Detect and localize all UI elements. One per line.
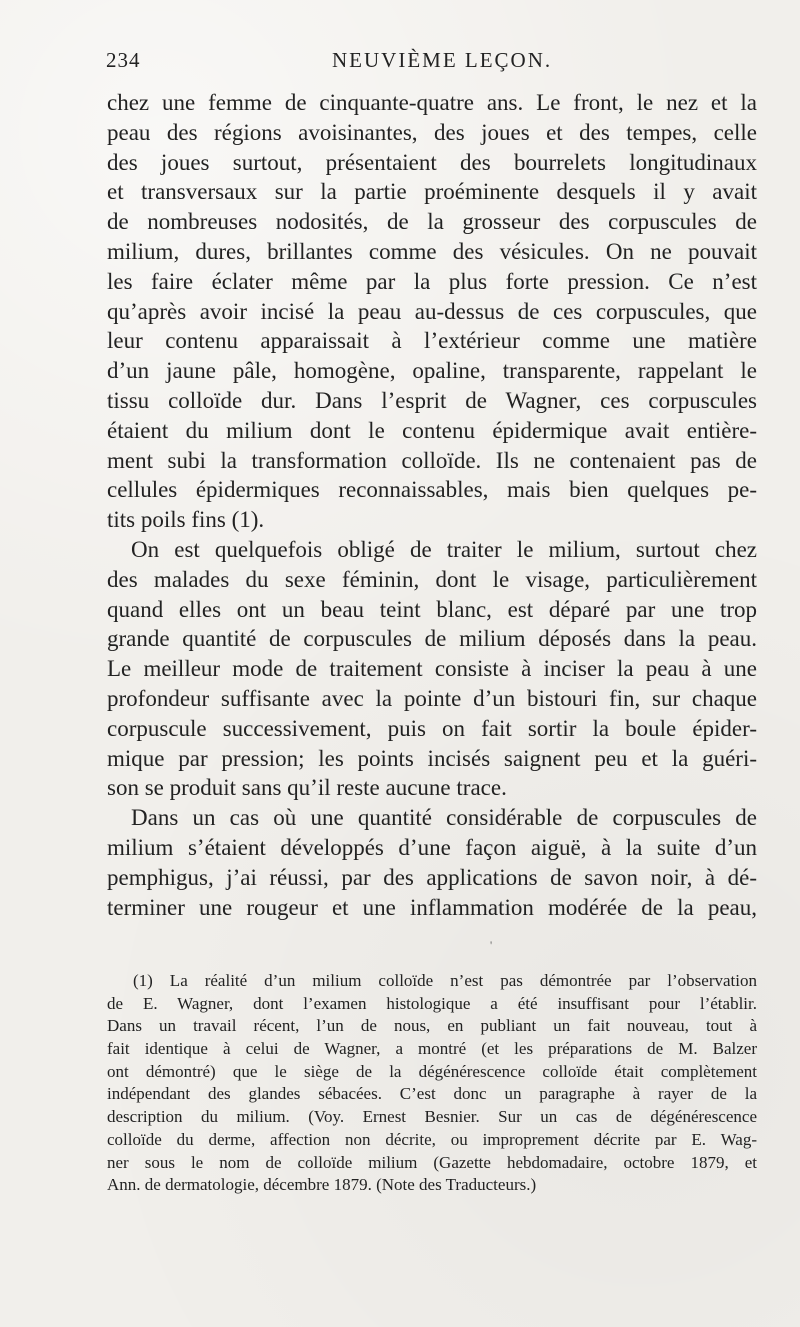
text-line: pemphigus, j’ai réussi, par des applications de savon noir, à dé- xyxy=(107,864,757,890)
text-line: peau des régions avoisinantes, des joues et des tempes, celle xyxy=(107,119,757,145)
footnote-line: colloïde du derme, affection non décrite, ou improprement décrite par E. Wag- xyxy=(107,1129,757,1149)
print-mark: ' xyxy=(490,938,493,952)
running-head: NEUVIÈME LEÇON. xyxy=(332,48,553,72)
text-line: Dans un cas où une quantité considérable de corpuscules de xyxy=(131,805,757,831)
text-line: corpuscule successivement, puis on fait sortir la boule épider- xyxy=(107,715,757,741)
text-line: tissu colloïde dur. Dans l’esprit de Wagner, ces corpuscules xyxy=(107,387,757,413)
text-line: tits poils fins (1). xyxy=(107,507,265,533)
text-line: milium, dures, brillantes comme des vésicules. On ne pouvait xyxy=(107,238,757,264)
text-line: On est quelquefois obligé de traiter le milium, surtout chez xyxy=(131,536,757,562)
footnote-line: fait identique à celui de Wagner, a montré (et les préparations de M. Balzer xyxy=(107,1039,757,1059)
footnote-line: description du milium. (Voy. Ernest Besnier. Sur un cas de dégénérescence xyxy=(107,1107,757,1127)
text-line: les faire éclater même par la plus forte pression. Ce n’est xyxy=(107,268,757,294)
text-line: milium s’étaient développés d’une façon aiguë, à la suite d’un xyxy=(107,834,757,860)
footnote-line: ont démontré) que le siège de la dégénérescence colloïde était complètement xyxy=(107,1061,757,1081)
text-line: des malades du sexe féminin, dont le visage, particulièrement xyxy=(107,566,757,592)
text-line: des joues surtout, présentaient des bourrelets longitudinaux xyxy=(107,149,757,175)
text-line: profondeur suffisante avec la pointe d’un bistouri fin, sur chaque xyxy=(107,685,757,711)
footnote-line: ner sous le nom de colloïde milium (Gazette hebdomadaire, octobre 1879, et xyxy=(107,1152,757,1172)
footnote-line: (1) La réalité d’un milium colloïde n’est pas démontrée par l’observation xyxy=(133,971,757,990)
text-line: quand elles ont un beau teint blanc, est déparé par une trop xyxy=(107,596,757,622)
text-line: de nombreuses nodosités, de la grosseur des corpuscules de xyxy=(107,209,757,235)
footnote-line: Dans un travail récent, l’un de nous, en publiant un fait nouveau, tout à xyxy=(107,1016,757,1036)
footnote-line: de E. Wagner, dont l’examen histologique a été insuffisant pour l’établir. xyxy=(107,993,757,1013)
page-number: 234 xyxy=(106,48,141,72)
text-line: étaient du milium dont le contenu épidermique avait entière- xyxy=(107,417,757,443)
text-line: cellules épidermiques reconnaissables, mais bien quelques pe- xyxy=(107,477,757,503)
footnote-line: indépendant des glandes sébacées. C’est donc un paragraphe à rayer de la xyxy=(107,1084,757,1104)
text-line: et transversaux sur la partie proéminente desquels il y avait xyxy=(107,179,757,205)
text-line: Le meilleur mode de traitement consiste à inciser la peau à une xyxy=(107,656,757,682)
text-line: son se produit sans qu’il reste aucune trace. xyxy=(107,775,507,801)
page-header xyxy=(106,48,756,76)
text-line: leur contenu apparaissait à l’extérieur comme une matière xyxy=(107,328,757,354)
text-line: grande quantité de corpuscules de milium déposés dans la peau. xyxy=(107,626,757,652)
footnote-line: Ann. de dermatologie, décembre 1879. (Note des Traducteurs.) xyxy=(107,1175,537,1195)
text-line: terminer une rougeur et une inflammation modérée de la peau, xyxy=(107,894,757,920)
text-line: d’un jaune pâle, homogène, opaline, transparente, rappelant le xyxy=(107,358,757,384)
footnote xyxy=(107,970,757,1197)
main-text xyxy=(107,88,757,922)
text-line: mique par pression; les points incisés saignent peu et la guéri- xyxy=(107,745,757,771)
text-line: chez une femme de cinquante-quatre ans. Le front, le nez et la xyxy=(107,90,757,115)
text-line: qu’après avoir incisé la peau au-dessus de ces corpuscules, que xyxy=(107,298,757,324)
text-line: ment subi la transformation colloïde. Ils ne contenaient pas de xyxy=(107,447,757,473)
